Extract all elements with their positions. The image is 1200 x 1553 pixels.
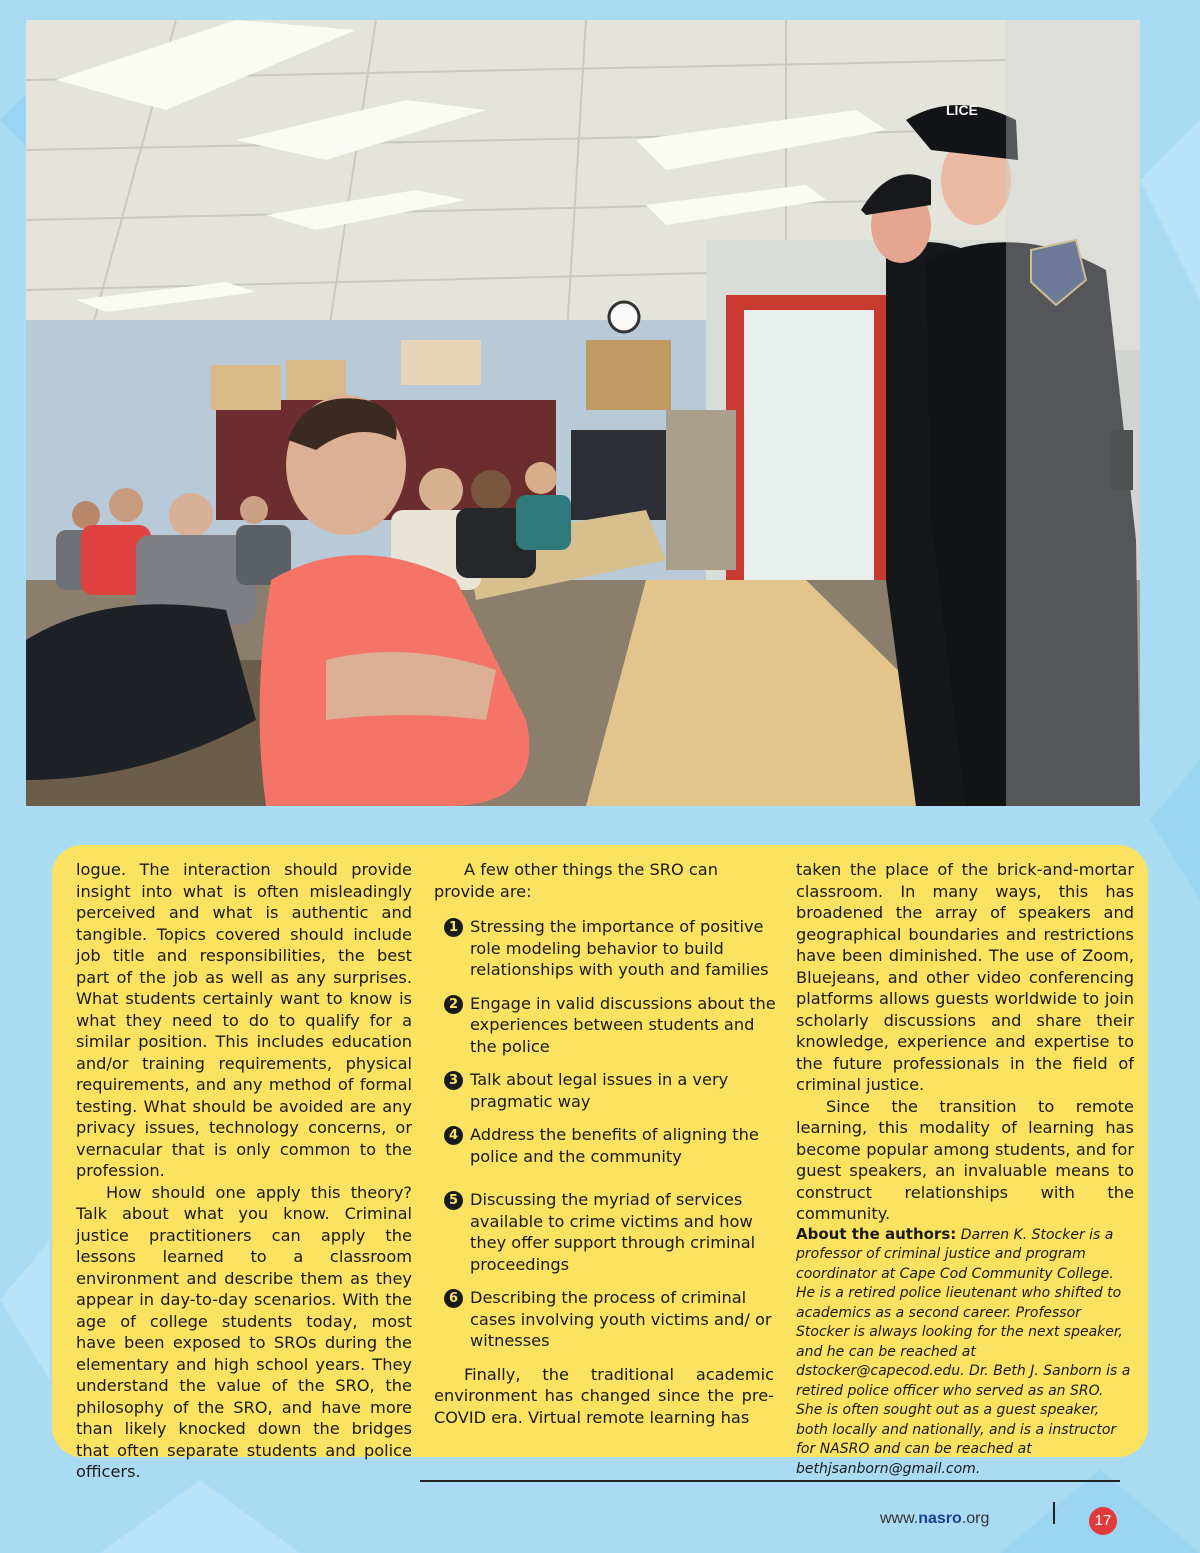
paragraph: taken the place of the brick-and-mortar classroom. In many ways, this has broadened the array of speakers and geographical boundaries and restrictions have been diminished. The use of Zoom, Bluejeans, and other video conferencing platforms allows guests worldwide to join scholarly discussions and share their knowledge, experience and expertise to the future professionals in the field of criminal justice. (796, 860, 1134, 1094)
url-suffix: .org (961, 1510, 990, 1527)
list-item-text: Stressing the importance of positive role modeling behavior to build relationships with youth and families (470, 917, 769, 979)
list-item (444, 1069, 780, 1112)
list-item (444, 993, 780, 1058)
article-column-3 (796, 859, 1134, 1479)
list-item-text: Describing the process of criminal cases involving youth victims and/ or witnesses (470, 1288, 772, 1350)
list-item (444, 1189, 780, 1275)
paragraph: Since the transition to remote learning, this modality of learning has become popular among students, and for guest speakers, an invaluable means to construct relationships with the community. (796, 1096, 1134, 1223)
footer-rule (420, 1480, 1120, 1482)
list-item-text: Engage in valid discussions about the experiences between students and the police (470, 993, 776, 1056)
authors-label: About the authors: (796, 1224, 957, 1243)
paragraph: logue. The interaction should provide insight into what is often misleadingly perceived and what is authentic and tangible. Topics covered should include job title and responsibilities, the best part of the job as well as any surprises. What students certainly want to know is what they need to do to qualify for a similar position. This includes education and/or training requirements, physical requirements, and any method of formal testing. What should be avoided are any privacy issues, technology concerns, or vernacular that is only common to the profession. (76, 860, 412, 1180)
list-item-text: Discussing the myriad of services available to crime victims and how they offer support through criminal proceedings (470, 1190, 756, 1274)
list-item-text: Address the benefits of aligning the police and the community (470, 1125, 759, 1166)
footer-website-link[interactable] (880, 1510, 989, 1528)
about-the-authors (796, 1225, 1134, 1480)
page-number-badge: 17 (1089, 1507, 1117, 1535)
classroom-photo (26, 20, 1140, 806)
list-item-text: Talk about legal issues in a very pragmatic way (470, 1070, 729, 1111)
paragraph: How should one apply this theory? Talk about what you know. Criminal justice practitioners can apply the lessons learned to a classroom environment and describe them as they appear in day-to-day scenarios. With the age of college students today, most have been exposed to SROs during the elementary and high school years. They understand the value of the SRO, the philosophy of the SRO, and have more than likely knocked down the bridges that often separate students and police officers. (76, 1182, 412, 1481)
list-item (444, 916, 780, 981)
article-text-box (52, 845, 1148, 1481)
list-item (444, 1124, 780, 1167)
number-badge-icon: 6 (444, 1289, 463, 1308)
cap-text: LICE (946, 102, 978, 118)
list-item (444, 1287, 780, 1352)
footer-divider (1053, 1502, 1055, 1524)
article-column-2 (434, 859, 774, 1428)
number-badge-icon: 4 (444, 1126, 463, 1145)
url-prefix: www. (880, 1510, 919, 1527)
numbered-list (434, 916, 774, 1352)
list-intro: A few other things the SRO can provide are: (434, 860, 718, 901)
paragraph: Finally, the traditional academic environment has changed since the pre-COVID era. Virtual remote learning has (434, 1364, 774, 1427)
url-brand: nasro (918, 1510, 962, 1527)
number-badge-icon: 2 (444, 995, 463, 1014)
number-badge-icon: 1 (444, 918, 463, 937)
authors-bio: Darren K. Stocker is a professor of criminal justice and program coordinator at Cape Cod Community College. He is a retired police lieutenant who shifted to academics as a second career. Professor Stocker is always looking for the next speaker, and he can be reached at dstocker@capecod.edu. Dr. Beth J. Sanborn is a retired police officer who served as an SRO. She is often sought out as a guest speaker, both locally and nationally, and is a instructor for NASRO and can be reached at bethjsanborn@gmail.com. (796, 1226, 1131, 1477)
article-column-1 (76, 859, 412, 1483)
number-badge-icon: 3 (444, 1071, 463, 1090)
number-badge-icon: 5 (444, 1191, 463, 1210)
